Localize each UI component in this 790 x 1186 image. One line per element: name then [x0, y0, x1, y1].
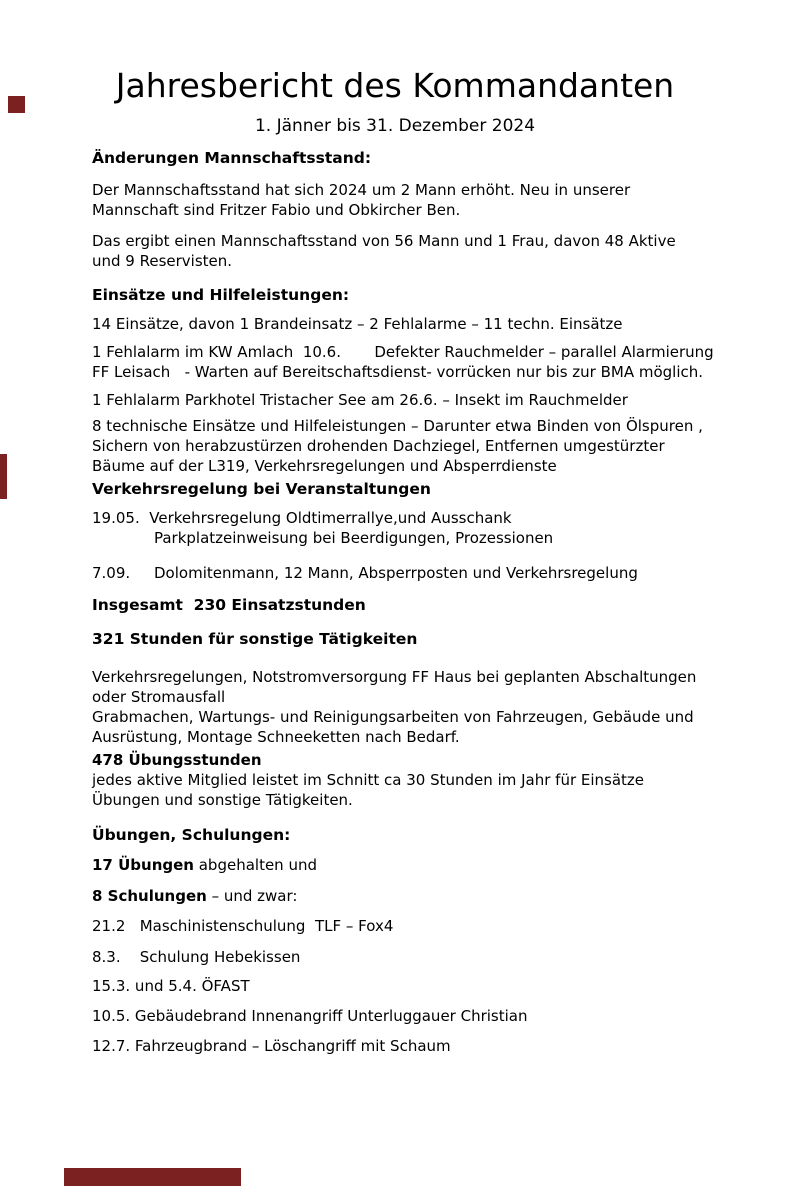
text: Jahresbericht des Kommandanten — [115, 66, 675, 105]
text: Ausrüstung, Montage Schneeketten nach Bedarf. — [92, 728, 460, 746]
text: 1 Fehlalarm im KW Amlach 10.6. Defekter Rauchmelder – parallel Alarmierung — [92, 343, 714, 361]
text-line — [92, 180, 790, 200]
text: 8.3. Schulung Hebekissen — [92, 948, 301, 966]
heading-uebungen-schulungen — [92, 825, 790, 845]
redaction-mark-bottom-bar — [64, 1168, 241, 1186]
document-viewport — [0, 66, 790, 1186]
paragraph-fehlalarm-parkhotel — [92, 390, 790, 410]
text-line — [92, 231, 790, 251]
text-line — [92, 456, 790, 476]
text-line — [0, 116, 790, 136]
paragraph-fehlalarm-kw-amlach — [92, 342, 790, 382]
text-line — [92, 285, 790, 305]
heading-einsatzstunden — [92, 595, 790, 615]
paragraph-oefast — [92, 976, 790, 996]
text: Insgesamt 230 Einsatzstunden — [92, 596, 366, 614]
text: Änderungen Mannschaftsstand: — [92, 149, 372, 167]
heading-aenderungen-mannschaftsstand — [92, 148, 790, 168]
text: und 9 Reservisten. — [92, 252, 233, 270]
text: Verkehrsregelung bei Veranstaltungen — [92, 480, 431, 498]
paragraph-einsaetze-gesamt — [92, 314, 790, 334]
text-line — [92, 707, 790, 727]
text-line — [92, 563, 790, 583]
paragraph-maschinistenschulung — [92, 916, 790, 936]
text-line — [92, 947, 790, 967]
document-title — [0, 66, 790, 106]
text: 19.05. Verkehrsregelung Oldtimerrallye,und Ausschank — [92, 509, 512, 527]
text: Parkplatzeinweisung bei Beerdigungen, Prozessionen — [92, 529, 554, 547]
text: – und zwar: — [206, 887, 298, 905]
text-line — [92, 727, 790, 747]
text: 8 technische Einsätze und Hilfeleistungen – Darunter etwa Binden von Ölspuren , — [92, 417, 703, 435]
redaction-mark-top-left-square — [8, 96, 25, 113]
text-line — [92, 416, 790, 436]
text-line — [92, 790, 790, 810]
paragraph-dolomitenmann — [92, 563, 790, 583]
text-line — [92, 595, 790, 615]
paragraph-8-schulungen — [92, 886, 790, 906]
text: Mannschaft sind Fritzer Fabio und Obkircher Ben. — [92, 201, 461, 219]
text: 15.3. und 5.4. ÖFAST — [92, 977, 250, 995]
paragraph-mannschaftsstand-summe — [92, 231, 790, 271]
text-line — [92, 479, 790, 499]
text: 21.2 Maschinistenschulung TLF – Fox4 — [92, 917, 394, 935]
text: Übungen und sonstige Tätigkeiten. — [92, 791, 353, 809]
heading-verkehrsregelung — [92, 479, 790, 499]
paragraph-17-uebungen — [92, 855, 790, 875]
text-line — [92, 200, 790, 220]
text: 1. Jänner bis 31. Dezember 2024 — [254, 116, 536, 136]
bold-text: 478 Übungsstunden — [92, 751, 262, 769]
text-line — [92, 855, 790, 875]
redaction-mark-left-edge-bar — [0, 454, 7, 499]
text: Übungen, Schulungen: — [92, 826, 291, 844]
text-line — [92, 508, 790, 528]
text: abgehalten und — [193, 856, 317, 874]
document-page — [0, 66, 790, 1056]
text: 321 Stunden für sonstige Tätigkeiten — [92, 630, 418, 648]
text-line — [92, 528, 790, 548]
text: Das ergibt einen Mannschaftsstand von 56 Mann und 1 Frau, davon 48 Aktive — [92, 232, 676, 250]
text: oder Stromausfall — [92, 688, 226, 706]
text: Grabmachen, Wartungs- und Reinigungsarbeiten von Fahrzeugen, Gebäude und — [92, 708, 694, 726]
text-line — [92, 436, 790, 456]
text-line — [92, 687, 790, 707]
paragraph-technische-einsaetze — [92, 416, 790, 476]
document-subtitle — [0, 116, 790, 136]
paragraph-gebaeudebrand — [92, 1006, 790, 1026]
text-line — [92, 667, 790, 687]
heading-einsaetze-und-hilfeleistungen — [92, 285, 790, 305]
text: 1 Fehlalarm Parkhotel Tristacher See am 26.6. – Insekt im Rauchmelder — [92, 391, 628, 409]
text: jedes aktive Mitglied leistet im Schnitt ca 30 Stunden im Jahr für Einsätze — [92, 771, 645, 789]
text-line — [92, 342, 790, 362]
paragraph-schulung-hebekissen — [92, 947, 790, 967]
text-line — [92, 976, 790, 996]
text-line — [92, 390, 790, 410]
text-line — [92, 750, 790, 770]
text: Verkehrsregelungen, Notstromversorgung FF Haus bei geplanten Abschaltungen — [92, 668, 697, 686]
text-line — [92, 362, 790, 382]
paragraph-uebungsstunden — [92, 750, 790, 810]
text-line — [92, 251, 790, 271]
bold-text: 17 Übungen — [92, 856, 194, 874]
text-line — [0, 66, 790, 106]
paragraph-sonstige-taetigkeiten — [92, 667, 790, 747]
text: Sichern von herabzustürzen drohenden Dachziegel, Entfernen umgestürzter — [92, 437, 665, 455]
text-line — [92, 770, 790, 790]
text: 7.09. Dolomitenmann, 12 Mann, Absperrposten und Verkehrsregelung — [92, 564, 638, 582]
text: 14 Einsätze, davon 1 Brandeinsatz – 2 Fehlalarme – 11 techn. Einsätze — [92, 315, 623, 333]
text-line — [92, 148, 790, 168]
text-line — [92, 1006, 790, 1026]
text-line — [92, 314, 790, 334]
paragraph-fahrzeugbrand — [92, 1036, 790, 1056]
heading-sonstige-taetigkeiten — [92, 629, 790, 649]
paragraph-mannschaftsstand-erhoeht — [92, 180, 790, 220]
text-line — [92, 1036, 790, 1056]
text: Bäume auf der L319, Verkehrsregelungen und Absperrdienste — [92, 457, 557, 475]
text-line — [92, 825, 790, 845]
text: 10.5. Gebäudebrand Innenangriff Unterluggauer Christian — [92, 1007, 528, 1025]
text: 12.7. Fahrzeugbrand – Löschangriff mit Schaum — [92, 1037, 451, 1055]
paragraph-oldtimerrallye — [92, 508, 790, 548]
text: Einsätze und Hilfeleistungen: — [92, 286, 350, 304]
text-line — [92, 916, 790, 936]
bold-text: 8 Schulungen — [92, 887, 207, 905]
text: FF Leisach - Warten auf Bereitschaftsdienst- vorrücken nur bis zur BMA möglich. — [92, 363, 704, 381]
text-line — [92, 629, 790, 649]
text: Der Mannschaftsstand hat sich 2024 um 2 Mann erhöht. Neu in unserer — [92, 181, 631, 199]
text-line — [92, 886, 790, 906]
